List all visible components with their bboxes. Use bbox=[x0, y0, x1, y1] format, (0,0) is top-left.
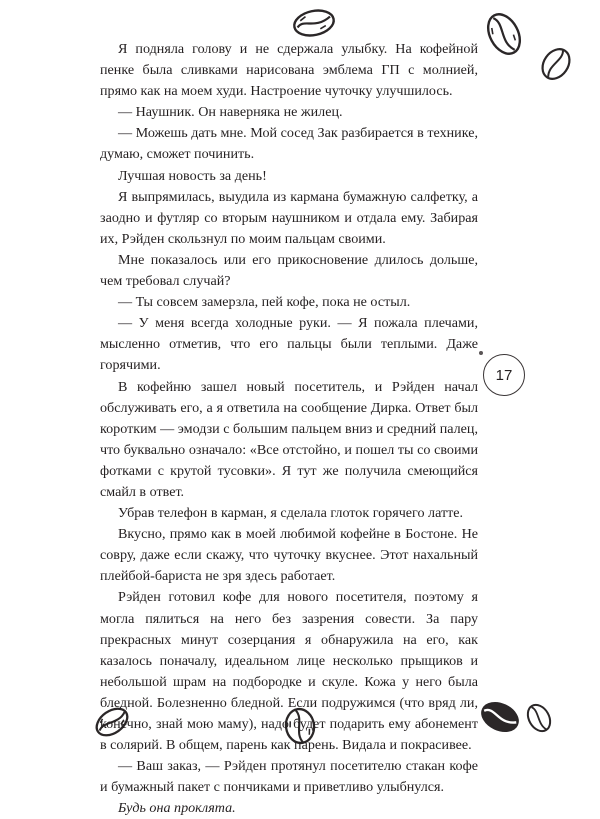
paragraph: — Можешь дать мне. Мой сосед Зак разбирается в технике, думаю, сможет починить. bbox=[100, 125, 478, 163]
paragraph: Вкусно, прямо как в моей любимой кофейне в Бостоне. Не совру, даже если скажу, что чуточку вкуснее. Этот нахальный плейбой-бариста не зря здесь работает. bbox=[100, 526, 478, 585]
page-number-dot bbox=[479, 351, 483, 355]
paragraph: Я подняла голову и не сдержала улыбку. На кофейной пенке была сливками нарисована эмблема ГП с молнией, прямо как на моем худи. Настроение чуточку улучшилось. bbox=[100, 41, 478, 100]
paragraph: Лучшая новость за день! bbox=[118, 167, 267, 184]
paragraph: Убрав телефон в карман, я сделала глоток горячего латте. bbox=[118, 505, 464, 522]
paragraph: — У меня всегда холодные руки. — Я пожала плечами, мысленно отметив, что его пальцы были теплыми. Даже горячими. bbox=[100, 315, 478, 374]
paragraph: — Ты совсем замерзла, пей кофе, пока не остыл. bbox=[118, 294, 411, 311]
paragraph-italic: Будь она проклята. bbox=[118, 800, 236, 817]
paragraph: — Ваш заказ, — Рэйден протянул посетителю стакан кофе и бумажный пакет с пончиками и приветливо улыбнулся. bbox=[100, 758, 478, 796]
coffee-bean-icon bbox=[538, 45, 574, 83]
paragraph: — Наушник. Он наверняка не жилец. bbox=[118, 104, 343, 121]
paragraph: В кофейню зашел новый посетитель, и Рэйден начал обслуживать его, а я ответила на сообщение Дирка. Ответ был коротким — эмодзи с большим пальцем вниз и средний палец, что буквально означало: «Все отстойно, и пошел ты со своими фотками с крутой тусовки». Я тут же получила смеющийся смайл в ответ. bbox=[100, 378, 478, 500]
coffee-bean-icon bbox=[477, 697, 523, 737]
paragraph: Я выпрямилась, выудила из кармана бумажную салфетку, а заодно и футляр со вторым наушником и отдала ему. Забирая их, Рэйден скользнул по моим пальцам своими. bbox=[100, 188, 478, 247]
coffee-bean-icon bbox=[524, 701, 554, 735]
paragraph: Мне показалось или его прикосновение длилось дольше, чем требовал случай? bbox=[100, 251, 478, 290]
body-text bbox=[100, 39, 478, 819]
coffee-bean-icon bbox=[484, 9, 524, 59]
coffee-bean-icon bbox=[291, 6, 337, 40]
page-number: 17 bbox=[483, 354, 525, 396]
paragraph: Рэйден готовил кофе для нового посетителя, поэтому я могла пялиться на него без зазрения совести. За пару прекрасных минут созерцания я обнаружила на его, как казалось поначалу, идеальном лице несколько прыщиков и небольшой шрам на подбородке и скуле. Кожа у него была бледной. Болезненно бледной. Если подружимся (что вряд ли, конечно, знай мою маму), надо будет подарить ему абонемент в солярий. В общем, парень как парень. Видала и покрасивее. bbox=[100, 589, 478, 754]
